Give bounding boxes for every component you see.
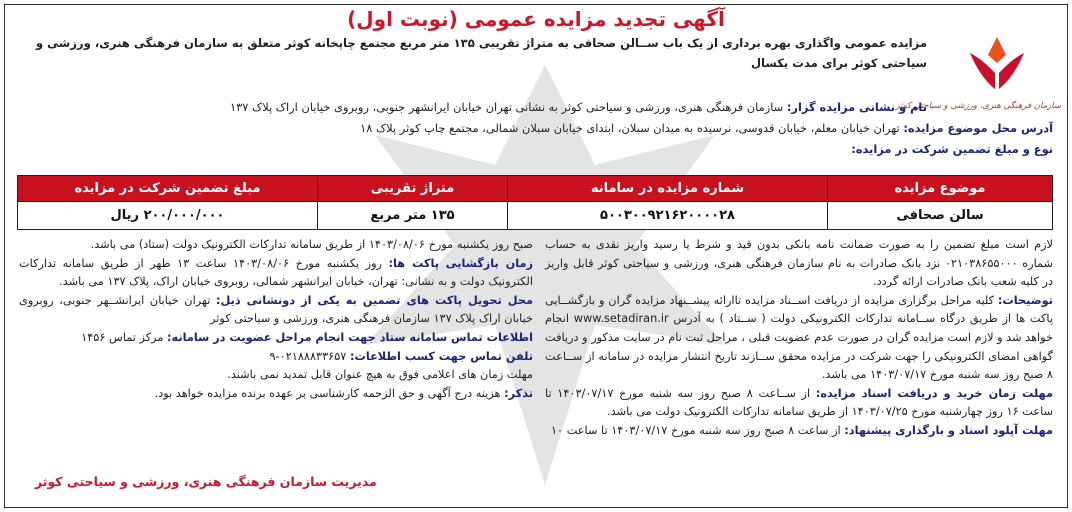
delivery-text: تهران خیابان ایرانشــهر جنوبی، روبروی خیابان اراک پلاک ۱۳۷ سازمان فرهنگی هنری، ورزشی و سیاحتی کوثر bbox=[19, 293, 533, 326]
phone-paragraph bbox=[19, 348, 533, 367]
table-header-cell: شماره مزایده در سامانه bbox=[508, 176, 828, 202]
contact-text: مرکز تماس ۱۴۵۶ bbox=[81, 330, 168, 344]
organizer-line bbox=[15, 98, 927, 116]
upload-continued: صبح روز یکشنبه مورخ ۱۴۰۳/۰۸/۰۶ از طریق سامانه تدارکات الکترونیک دولت (ستاد) می باشد. bbox=[90, 238, 533, 251]
intro-text: مزایده عمومی واگذاری بهره برداری از یک باب ســالن صحافی به متراژ تقریبی ۱۳۵ متر مربع مجتمع چاپخانه کوثر متعلق به سازمان فرهنگی هنری، ورزشی و سیاحتی کوثر برای مدت یکسال bbox=[35, 36, 927, 70]
purchase-text: از ســاعت ۸ صبح روز سه شنبه مورخ ۱۴۰۳/۰۷/۱۷ تا ساعت ۱۶ روز چهارشنبه مورخ ۱۴۰۳/۰۷/۲۵ از طریق سامانه تدارکات الکترونیک دولت می باشد. bbox=[545, 386, 1053, 419]
subject-address-text: تهران خیابان معلم، خیابان قدوسی، نرسیده به میدان سبلان، ابتدای خیابان سبلان شمالی، مجتمع چاپ کوثر پلاک ۱۸ bbox=[360, 121, 904, 135]
extension-paragraph: مهلت زمان های اعلامی فوق به هیچ عنوان قابل تمدید نمی باشند. bbox=[227, 368, 533, 382]
reminder-paragraph bbox=[19, 385, 533, 404]
contact-label: اطلاعات تماس سامانه ستاد جهت انجام مراحل عضویت در سامانه: bbox=[167, 330, 533, 344]
guarantee-heading-line bbox=[15, 140, 1053, 158]
upload-label: مهلت آپلود اسناد و بارگذاری پیشنهاد: bbox=[844, 423, 1053, 437]
reminder-label: تذکر: bbox=[504, 386, 533, 400]
notes-label: توضیحات: bbox=[997, 293, 1053, 307]
subject-address-line bbox=[15, 119, 1053, 137]
deposit-paragraph: لازم است مبلغ تضمین را به صورت ضمانت نامه بانکی بدون قید و شرط یا رسید واریز نقدی به حساب شماره ۰۲۱۰۳۸۶۵۵۰۰۰ نزد بانک صادرات به نام سازمان فرهنگی هنری، ورزشی و سیاحتی کوثر قابل واریز در کلیه شعب بانک صادرات ارائه گردد. bbox=[545, 238, 1054, 289]
logo-caption: سازمان فرهنگی هنری، ورزشی و سیاحتی کوثر bbox=[895, 101, 1061, 111]
left-column bbox=[19, 236, 533, 403]
contact-paragraph bbox=[19, 329, 533, 348]
purchase-label: مهلت زمان خرید و دریافت اسناد مزایده: bbox=[815, 386, 1054, 400]
phone-label: تلفن تماس جهت کسب اطلاعات: bbox=[349, 349, 533, 363]
table-cell: ۵۰۰۳۰۰۹۲۱۶۲۰۰۰۰۲۸ bbox=[508, 202, 828, 230]
table-cell: سالن صحافی bbox=[828, 202, 1053, 230]
delivery-label: محل تحویل پاکت های تضمین به یکی از دونشانی ذیل: bbox=[215, 293, 533, 307]
table-row bbox=[18, 202, 1053, 230]
notes-paragraph bbox=[545, 292, 1053, 385]
table-header-cell: مبلغ تضمین شرکت در مزایده bbox=[18, 176, 318, 202]
subject-address-label: آدرس محل موضوع مزایده: bbox=[903, 121, 1053, 135]
organizer-label: نام و نشانی مزایده گزار: bbox=[786, 100, 927, 114]
guarantee-heading: نوع و مبلغ تضمین شرکت در مزایده: bbox=[851, 142, 1053, 156]
page-title: آگهی تجدید مزایده عمومی (نوبت اول) bbox=[347, 7, 725, 31]
kowsar-logo-icon bbox=[962, 33, 1032, 95]
right-column bbox=[545, 236, 1053, 441]
organization-logo bbox=[895, 33, 1061, 123]
table-header-cell: موضوع مزایده bbox=[828, 176, 1053, 202]
delivery-paragraph bbox=[19, 292, 533, 329]
opening-paragraph bbox=[19, 255, 533, 292]
upload-paragraph bbox=[545, 422, 1053, 441]
auction-table bbox=[17, 175, 1053, 230]
notes-text: کلیه مراحل برگزاری مزایده از دریافت اســناد مزایده تاارائه پیشــنهاد مزایده گران و بازگشــایی پاکت ها از طریق درگاه ســامانه تدارکات الکترونیکی دولت ( ســتاد ) به آدرس www.setadiran.ir انجام خواهد شد و لازم است مزایده گران در صورت عدم عضویت قبلی ، مراحل ثبت نام در سایت مذکور و دریافت گواهی امضای الکترونیکی را جهت شرکت در مزایده محقق ســازند تاریخ انتشار مزایده در سامانه از ســاعت ۸ صبح روز سه شنبه مورخ ۱۴۰۳/۰۷/۱۷ می باشد. bbox=[545, 293, 1053, 382]
reminder-text: هزینه درج آگهی و حق الزحمه کارشناسی بر عهده برنده مزایده خواهد بود. bbox=[154, 386, 505, 400]
table-cell: ۲۰۰/۰۰۰/۰۰۰ ریال bbox=[18, 202, 318, 230]
notice-page bbox=[4, 4, 1068, 508]
phone-text: ۰۲۱۸۸۸۳۳۶۵۷-۹ bbox=[269, 349, 350, 363]
table-header-cell: متراژ تقریبی bbox=[318, 176, 508, 202]
upload-text: از ساعت ۸ صبح روز سه شنبه مورخ ۱۴۰۳/۰۷/۱۷ تا ساعت ۱۰ bbox=[550, 423, 845, 437]
table-header-row bbox=[18, 176, 1053, 202]
signature: مدیریت سازمان فرهنگی هنری، ورزشی و سیاحتی کوثر bbox=[35, 474, 377, 489]
purchase-paragraph bbox=[545, 385, 1053, 422]
opening-text: روز یکشنبه مورخ ۱۴۰۳/۰۸/۰۶ ساعت ۱۳ ظهر از طریق سامانه تدارکات الکترونیک دولت و به نشانی: تهران، خیابان ایرانشهر شمالی، روبروی خیابان اراک، پلاک ۱۳۷ می باشد. bbox=[19, 256, 533, 289]
opening-label: زمان بازگشایی پاکت ها: bbox=[388, 256, 533, 270]
table-cell: ۱۳۵ متر مربع bbox=[318, 202, 508, 230]
organizer-text: سازمان فرهنگی هنری، ورزشی و سیاحتی کوثر به نشانی تهران خیابان ایرانشهر جنوبی، روبروی خیابان اراک پلاک ۱۳۷ bbox=[230, 100, 787, 114]
